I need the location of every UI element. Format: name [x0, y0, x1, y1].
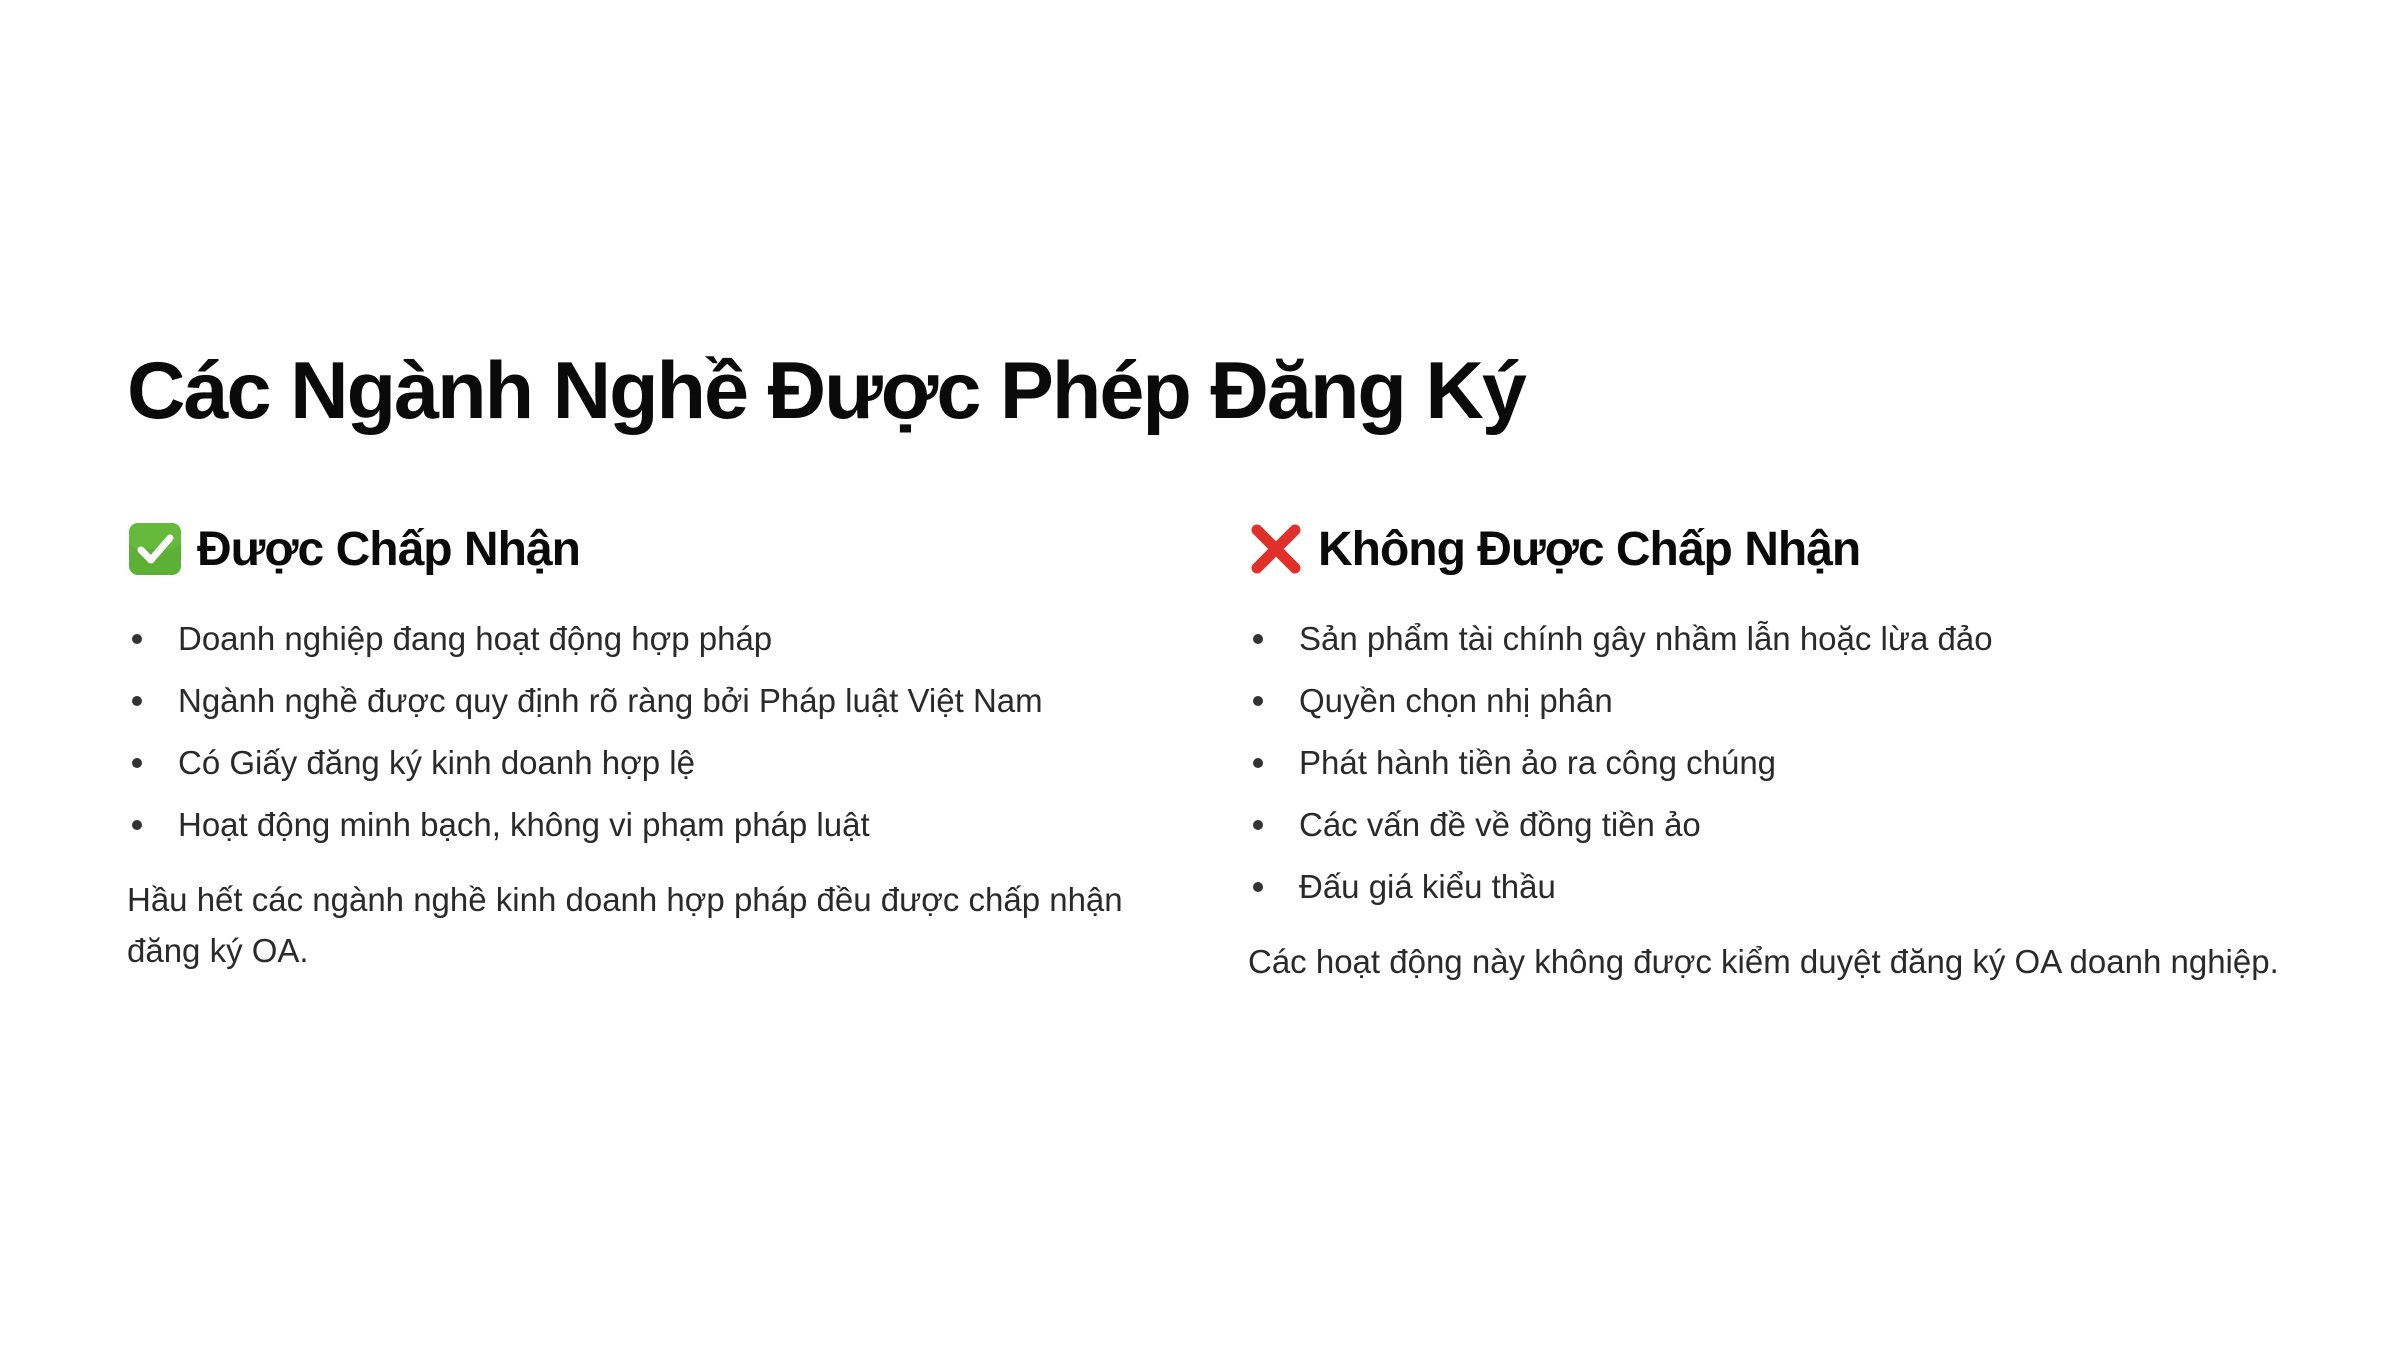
list-item [127, 670, 1127, 732]
list-item-text: Hoạt động minh bạch, không vi phạm pháp luật [178, 806, 870, 843]
list-item-text: Sản phẩm tài chính gây nhầm lẫn hoặc lừa đảo [1299, 620, 1993, 657]
list-item [127, 608, 1127, 670]
accepted-heading [127, 512, 1127, 586]
list-item-text: Quyền chọn nhị phân [1299, 682, 1613, 719]
bullet-icon [132, 696, 142, 706]
bullet-icon [132, 758, 142, 768]
rejected-heading [1248, 512, 2278, 586]
list-item [1248, 794, 2278, 856]
bullet-icon [132, 820, 142, 830]
bullet-icon [132, 634, 142, 644]
list-item-text: Đấu giá kiểu thầu [1299, 868, 1556, 905]
list-item-text: Phát hành tiền ảo ra công chúng [1299, 744, 1777, 781]
list-item [127, 794, 1127, 856]
list-item [1248, 608, 2278, 670]
page-title: Các Ngành Nghề Được Phép Đăng Ký [127, 346, 1525, 436]
accepted-note: Hầu hết các ngành nghề kinh doanh hợp pháp đều được chấp nhận đăng ký OA. [127, 881, 1123, 969]
bullet-icon [1253, 758, 1263, 768]
bullet-icon [1253, 634, 1263, 644]
bullet-icon [1253, 882, 1263, 892]
bullet-icon [1253, 820, 1263, 830]
list-item-text: Ngành nghề được quy định rõ ràng bởi Pháp luật Việt Nam [178, 682, 1043, 719]
rejected-list [1248, 608, 2278, 918]
list-item-text: Doanh nghiệp đang hoạt động hợp pháp [178, 620, 773, 657]
accepted-heading-text: Được Chấp Nhận [197, 522, 580, 576]
check-mark-button-icon [127, 521, 183, 577]
cross-mark-icon [1248, 521, 1304, 577]
accepted-column [127, 512, 1127, 976]
list-item [1248, 856, 2278, 918]
list-item [127, 732, 1127, 794]
rejected-column [1248, 512, 2278, 987]
accepted-list [127, 608, 1127, 856]
rejected-note: Các hoạt động này không được kiểm duyệt đăng ký OA doanh nghiệp. [1248, 943, 2279, 980]
list-item [1248, 670, 2278, 732]
bullet-icon [1253, 696, 1263, 706]
rejected-heading-text: Không Được Chấp Nhận [1318, 522, 1861, 576]
list-item-text: Có Giấy đăng ký kinh doanh hợp lệ [178, 744, 695, 781]
list-item-text: Các vấn đề về đồng tiền ảo [1299, 806, 1701, 843]
list-item [1248, 732, 2278, 794]
